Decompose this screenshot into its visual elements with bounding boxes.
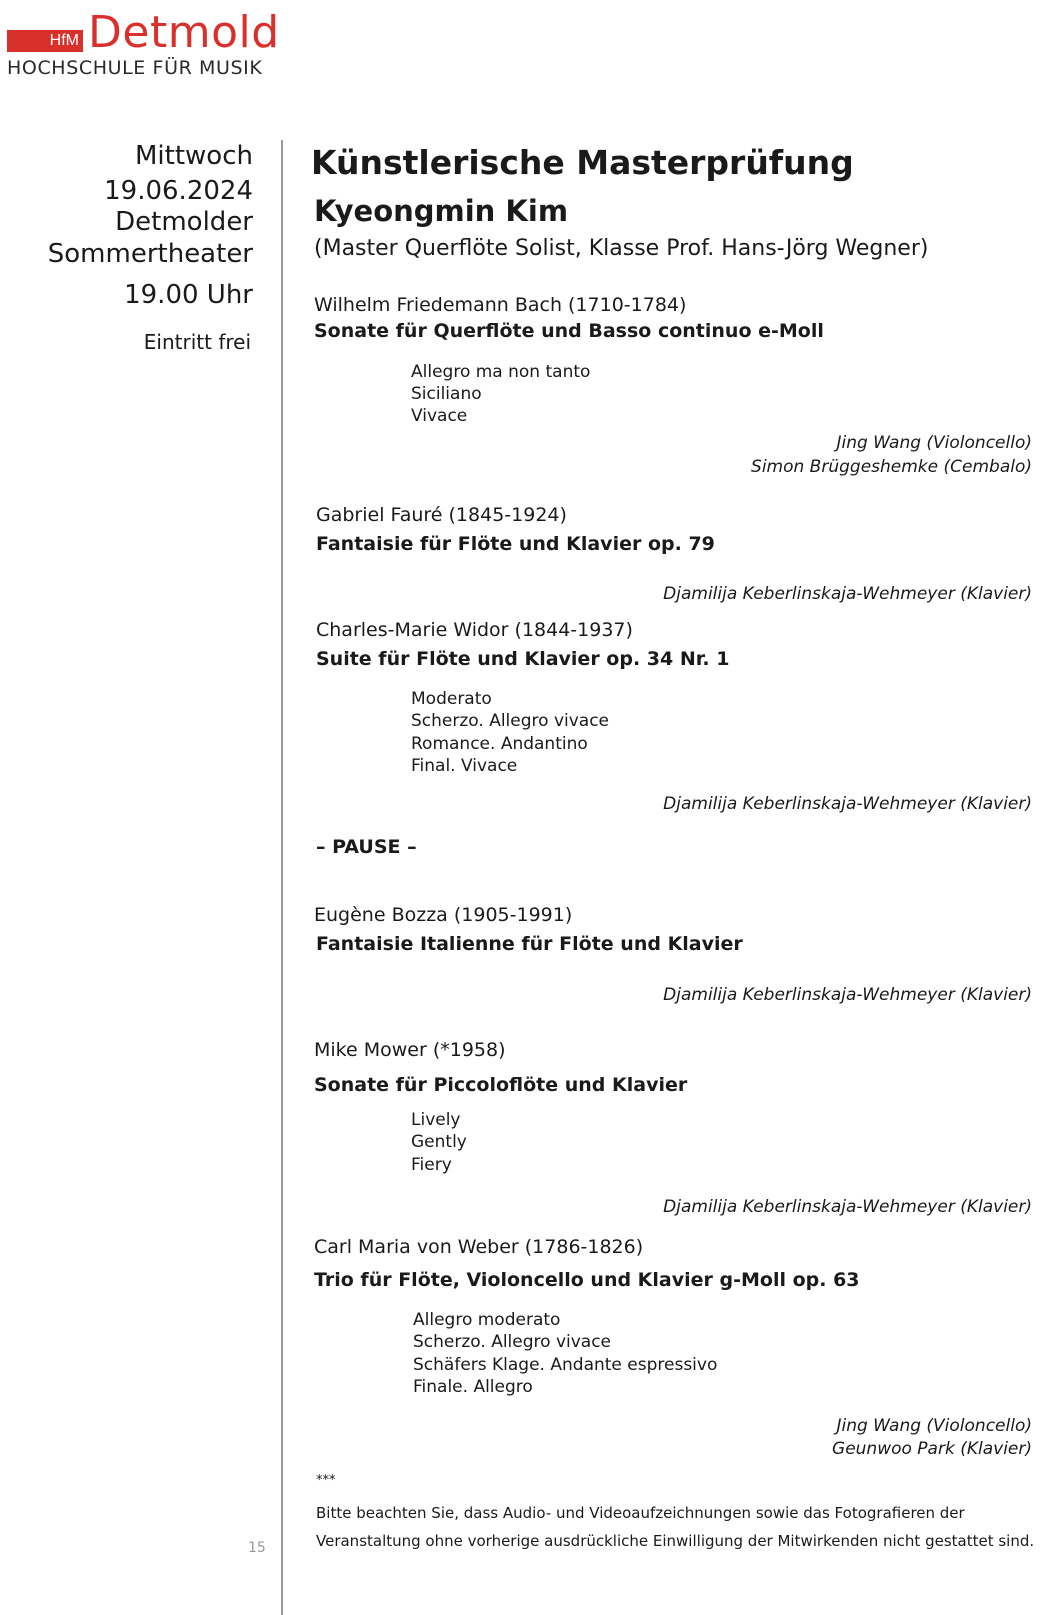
performer-detail: (Master Querflöte Solist, Klasse Prof. Hans-Jörg Wegner): [314, 236, 929, 261]
work-title: Sonate für Piccoloflöte und Klavier: [314, 1074, 688, 1096]
movement: Final. Vivace: [411, 756, 518, 776]
work-title: Suite für Flöte und Klavier op. 34 Nr. 1: [316, 648, 730, 670]
event-venue-line2: Sommertheater: [47, 239, 253, 269]
composer: Eugène Bozza (1905-1991): [314, 904, 573, 926]
movement: Scherzo. Allegro vivace: [411, 711, 610, 731]
notice-line: Veranstaltung ohne vorherige ausdrückliche Einwilligung der Mitwirkenden nicht gestattet sind.: [316, 1532, 1035, 1550]
composer: Gabriel Fauré (1845-1924): [316, 504, 567, 526]
movement: Romance. Andantino: [411, 734, 588, 754]
logo-badge: HfM: [7, 30, 83, 52]
performer-credit: Djamilija Keberlinskaja-Wehmeyer (Klavier): [663, 985, 1032, 1005]
notice-line: Bitte beachten Sie, dass Audio- und Videoaufzeichnungen sowie das Fotografieren der: [316, 1504, 965, 1522]
event-venue-line1: Detmolder: [115, 207, 253, 237]
performer-name: Kyeongmin Kim: [314, 194, 569, 228]
event-admission: Eintritt frei: [143, 330, 251, 354]
movement: Moderato: [411, 689, 492, 709]
movement: Schäfers Klage. Andante espressivo: [413, 1355, 718, 1375]
page-title: Künstlerische Masterprüfung: [311, 143, 854, 182]
logo-wordmark: Detmold: [88, 7, 280, 58]
performer-credit: Jing Wang (Violoncello): [836, 433, 1032, 453]
composer: Wilhelm Friedemann Bach (1710-1784): [314, 294, 687, 316]
performer-credit: Simon Brüggeshemke (Cembalo): [751, 457, 1032, 477]
movement: Vivace: [411, 406, 468, 426]
performer-credit: Djamilija Keberlinskaja-Wehmeyer (Klavier): [663, 584, 1032, 604]
composer: Charles-Marie Widor (1844-1937): [316, 619, 633, 641]
work-title: Trio für Flöte, Violoncello und Klavier g-Moll op. 63: [314, 1269, 860, 1291]
work-title: Fantaisie Italienne für Flöte und Klavier: [316, 933, 743, 955]
movement: Finale. Allegro: [413, 1377, 533, 1397]
column-divider: [281, 140, 283, 1615]
performer-credit: Jing Wang (Violoncello): [836, 1416, 1032, 1436]
performer-credit: Geunwoo Park (Klavier): [832, 1439, 1032, 1459]
movement: Scherzo. Allegro vivace: [413, 1332, 612, 1352]
logo-subtitle: HOCHSCHULE FÜR MUSIK: [7, 57, 263, 79]
movement: Siciliano: [411, 384, 482, 404]
work-title: Sonate für Querflöte und Basso continuo e-Moll: [314, 320, 824, 342]
movement: Allegro moderato: [413, 1310, 561, 1330]
page-number: 15: [248, 1540, 266, 1556]
movement: Allegro ma non tanto: [411, 362, 591, 382]
event-time: 19.00 Uhr: [124, 280, 253, 310]
event-weekday: Mittwoch: [135, 141, 253, 171]
event-date: 19.06.2024: [104, 176, 253, 206]
pause-label: – PAUSE –: [316, 836, 417, 858]
performer-credit: Djamilija Keberlinskaja-Wehmeyer (Klavier): [663, 794, 1032, 814]
separator-stars: ***: [316, 1473, 336, 1488]
movement: Lively: [411, 1110, 461, 1130]
movement: Fiery: [411, 1155, 452, 1175]
composer: Mike Mower (*1958): [314, 1039, 506, 1061]
movement: Gently: [411, 1132, 467, 1152]
work-title: Fantaisie für Flöte und Klavier op. 79: [316, 533, 715, 555]
performer-credit: Djamilija Keberlinskaja-Wehmeyer (Klavier): [663, 1197, 1032, 1217]
composer: Carl Maria von Weber (1786-1826): [314, 1236, 644, 1258]
